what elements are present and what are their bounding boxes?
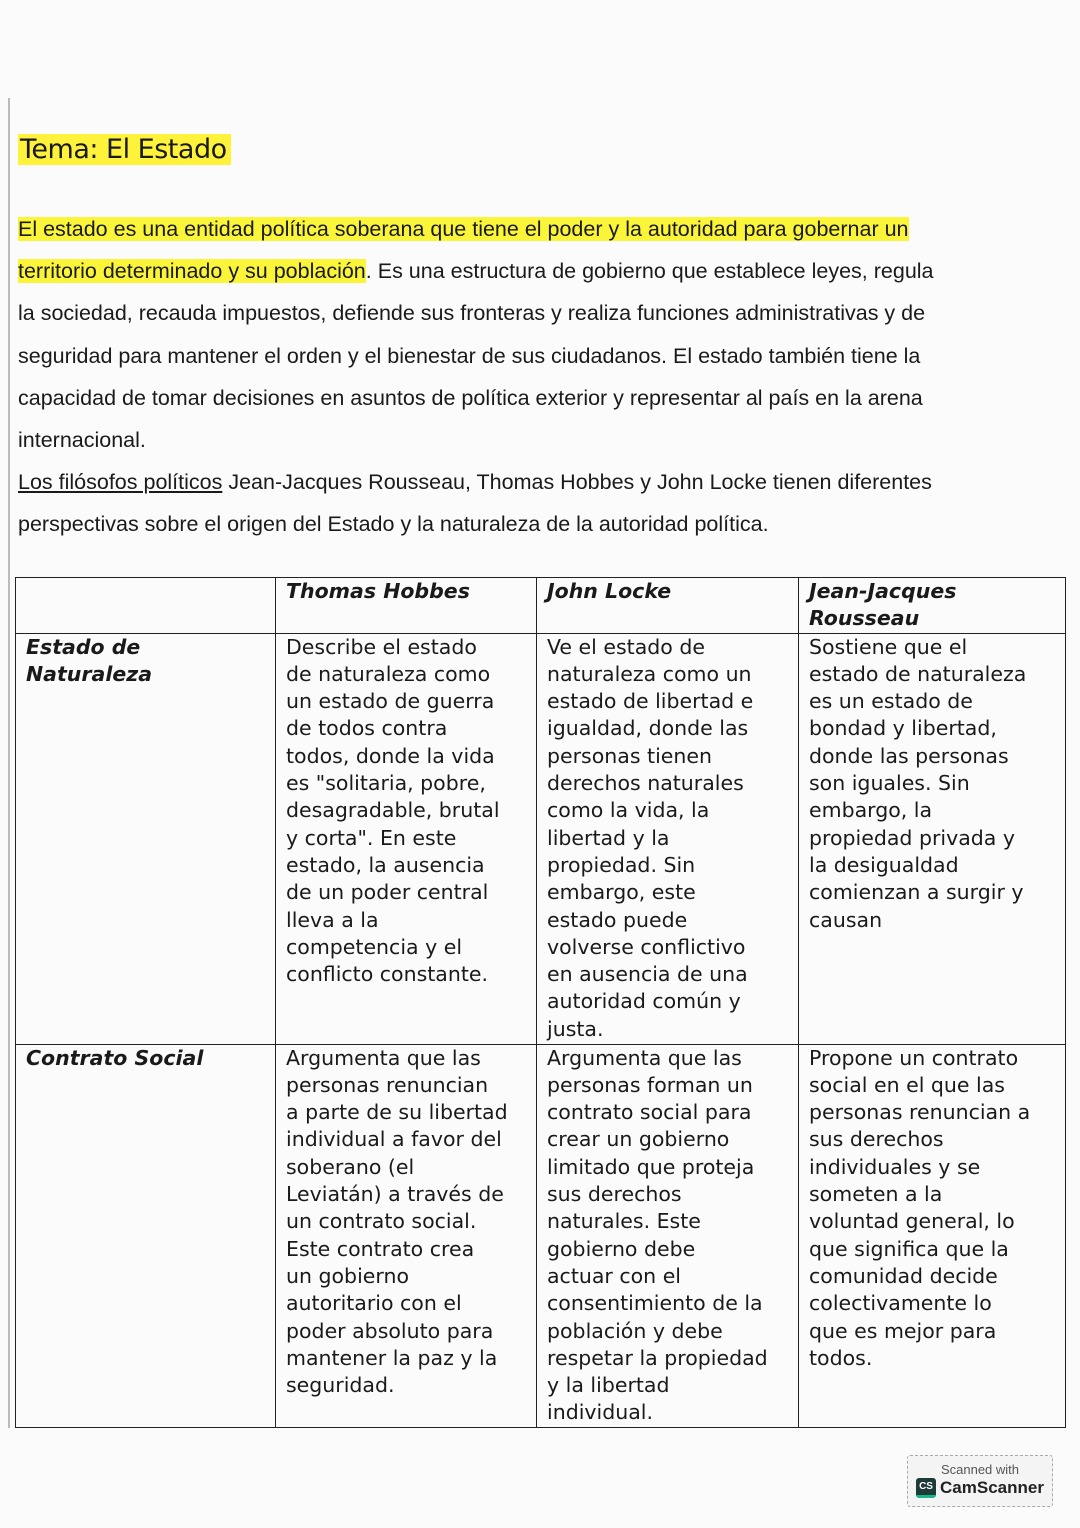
cell-line: Jean-Jacques [809,579,957,603]
cell-line: Naturaleza [26,661,153,686]
cell-line: Contrato Social [26,1045,204,1070]
cell-line: la desigualdad [809,852,959,877]
cell-line: colectivamente lo [809,1291,992,1316]
column-header [537,578,799,634]
cell-line: causan [809,907,883,932]
table-cell [276,633,537,1044]
cell-line: poder absoluto para [286,1318,494,1343]
camscanner-logo-icon: CS [916,1478,936,1498]
table-row [16,1044,1066,1427]
cell-line: un contrato social. [286,1209,477,1234]
paragraph-line [18,208,1073,250]
badge-brand-name: CamScanner [940,1478,1044,1497]
cell-line: justa. [547,1016,604,1041]
cell-line: comienzan a surgir y [809,880,1024,905]
cell-line: naturales. Este [547,1209,701,1234]
cell-line: limitado que proteja [547,1154,755,1179]
cell-line: individuales y se [809,1154,981,1179]
cell-line: que significa que la [809,1236,1009,1261]
cell-line: sus derechos [547,1182,682,1207]
cell-line: Ve el estado de [547,634,705,659]
cell-line: voluntad general, lo [809,1209,1015,1234]
cell-line: John Locke [547,579,672,603]
cell-line: mantener la paz y la [286,1345,498,1370]
cell-line: Describe el estado [286,634,477,659]
cell-line: personas renuncian a [809,1100,1031,1125]
cell-line: es "solitaria, pobre, [286,771,486,796]
cell-line: embargo, la [809,798,933,823]
cell-line: un gobierno [286,1263,409,1288]
table-cell [799,633,1066,1044]
cell-line: personas renuncian [286,1072,489,1097]
cell-line: es un estado de [809,689,973,714]
cell-line: naturaleza como un [547,661,752,686]
highlighted-text: El estado es una entidad política soberana que tiene el poder y la autoridad para gobernar un [18,217,909,241]
cell-line: seguridad. [286,1373,395,1398]
cell-line: estado de libertad e [547,689,754,714]
cell-line: de un poder central [286,880,489,905]
cell-line: autoritario con el [286,1291,462,1316]
cell-line: personas tienen [547,743,712,768]
cell-line: crear un gobierno [547,1127,730,1152]
page-edge [8,98,10,1428]
cell-line: personas forman un [547,1072,753,1097]
cell-line: Argumenta que las [286,1045,481,1070]
cell-line: actuar con el [547,1263,682,1288]
cell-line: libertad y la [547,825,670,850]
cell-line: son iguales. Sin [809,771,970,796]
paragraph-text: . Es una estructura de gobierno que establece leyes, regula [365,259,934,284]
cell-line: Argumenta que las [547,1045,742,1070]
paragraph-line: internacional. [18,428,146,453]
cell-line: derechos naturales [547,771,744,796]
cell-line: bondad y libertad, [809,716,997,741]
row-header [16,633,276,1044]
page-title: Tema: El Estado [18,134,231,165]
cell-line: respetar la propiedad [547,1345,768,1370]
philosophers-comparison-table [15,577,1066,1428]
cell-line: propiedad privada y [809,825,1016,850]
cell-line: y la libertad [547,1373,670,1398]
table-cell [799,1044,1066,1427]
row-header [16,1044,276,1427]
intro-paragraph [18,208,1073,546]
paragraph-text: Jean-Jacques Rousseau, Thomas Hobbes y John Locke tienen diferentes [222,470,932,495]
column-header [799,578,1066,634]
cell-line: donde las personas [809,743,1009,768]
cell-line: desagradable, brutal [286,798,500,823]
cell-line: individual a favor del [286,1127,502,1152]
cell-line: todos, donde la vida [286,743,495,768]
underlined-text: Los filósofos políticos [18,470,223,495]
cell-line: que es mejor para [809,1318,997,1343]
cell-line: Leviatán) a través de [286,1182,504,1207]
paragraph-line [18,250,1073,292]
cell-line: y corta". En este [286,825,457,850]
cell-line: embargo, este [547,880,696,905]
cell-line: en ausencia de una [547,962,748,987]
cell-line: a parte de su libertad [286,1100,508,1125]
cell-line: Estado de [26,634,141,659]
cell-line: estado, la ausencia [286,852,485,877]
paragraph-line: la sociedad, recauda impuestos, defiende sus fronteras y realiza funciones administrativas y de [18,301,926,326]
cell-line: gobierno debe [547,1236,696,1261]
cell-line: propiedad. Sin [547,852,696,877]
paragraph-line: capacidad de tomar decisiones en asuntos de política exterior y representar al país en la arena [18,385,923,410]
cell-line: sus derechos [809,1127,944,1152]
cell-line: como la vida, la [547,798,710,823]
cell-line: Este contrato crea [286,1236,475,1261]
cell-line: población y debe [547,1318,723,1343]
cell-line: Rousseau [809,606,920,631]
paragraph-line: perspectivas sobre el origen del Estado y la naturaleza de la autoridad política. [18,512,769,537]
cell-line: conflicto constante. [286,962,489,987]
badge-caption: Scanned with [940,1462,1020,1477]
table-cell [537,633,799,1044]
cell-line: de todos contra [286,716,448,741]
cell-line: lleva a la [286,907,379,932]
cell-line: someten a la [809,1182,943,1207]
cell-line: Propone un contrato [809,1045,1019,1070]
badge-brand [908,1478,1052,1498]
cell-line: individual. [547,1400,654,1425]
table-header-row [16,578,1066,634]
cell-line: comunidad decide [809,1263,998,1288]
cell-line: volverse conflictivo [547,934,746,959]
table-row [16,633,1066,1044]
cell-line: Thomas Hobbes [286,579,470,603]
highlighted-text: territorio determinado y su población [18,259,366,284]
cell-line: Sostiene que el [809,634,968,659]
cell-line: contrato social para [547,1100,752,1125]
cell-line: de naturaleza como [286,661,491,686]
cell-line: estado de naturaleza [809,661,1027,686]
cell-line: competencia y el [286,934,463,959]
cell-line: soberano (el [286,1154,415,1179]
camscanner-badge [907,1455,1053,1507]
cell-line: todos. [809,1345,873,1370]
paragraph-line: seguridad para mantener el orden y el bienestar de sus ciudadanos. El estado también tiene la [18,343,921,368]
column-header [276,578,537,634]
cell-line: estado puede [547,907,688,932]
cell-line: igualdad, donde las [547,716,749,741]
cell-line: un estado de guerra [286,689,495,714]
table-cell [276,1044,537,1427]
cell-line: autoridad común y [547,989,741,1014]
paragraph-line [18,461,1073,503]
table-cell [537,1044,799,1427]
empty-header [16,578,276,634]
cell-line: consentimiento de la [547,1291,763,1316]
cell-line: social en el que las [809,1072,1005,1097]
